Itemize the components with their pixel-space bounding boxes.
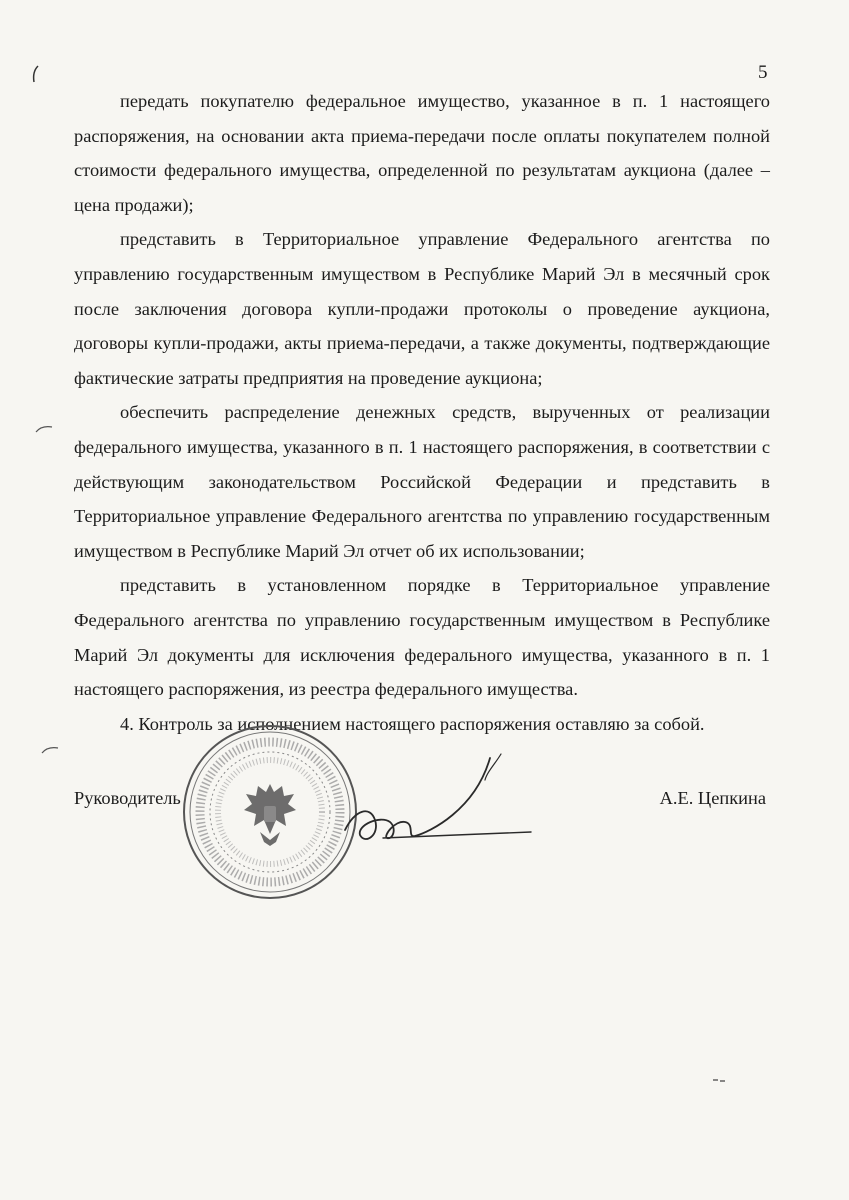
official-seal-icon [180,722,360,902]
scan-mark-icon [40,745,60,755]
signer-title: Руководитель [74,788,181,808]
paragraph-control-clause: 4. Контроль за исполнением настоящего распоряжения оставляю за собой. [120,713,705,734]
signer-name: А.Е. Цепкина [659,788,766,808]
scan-mark-icon [34,424,54,434]
page-number: 5 [758,62,768,83]
paragraph-distribute-funds: обеспечить распределение денежных средств, вырученных от реализации федерального имущества, указанного в п. 1 настоящего распоряжения, в соответствии с действующим законодательством Российской Федерации и представить в Территориальное управление Федерального агентства по управлению государственным имуществом в Республике Марий Эл отчет об их использовании; [74,402,770,561]
paragraph-submit-protocols: представить в Территориальное управление Федерального агентства по управлению государственным имуществом в Республике Марий Эл в месячный срок после заключения договора купли-продажи протоколы о проведение аукциона, договоры купли-продажи, акты приема-передачи, а также документы, подтверждающие фактические затраты предприятия на проведение аукциона; [74,229,770,388]
paragraph-transfer-property: передать покупателю федеральное имущество, указанное в п. 1 настоящего распоряжения, на основании акта приема-передачи после оплаты покупателем полной стоимости федерального имущества, определенной по результатам аукциона (далее – цена продажи); [74,91,770,215]
document-body [74,84,770,741]
scan-mark-icon [30,64,42,84]
paragraph-registry-exclusion: представить в установленном порядке в Территориальное управление Федерального агентства по управлению государственным имуществом в Республике Марий Эл документы для исключения федерального имущества, указанного в п. 1 настоящего распоряжения, из реестра федерального имущества. [74,575,770,700]
handwritten-signature-icon [335,750,535,860]
double-headed-eagle-icon [244,784,296,846]
scan-mark-icon [712,1076,726,1084]
